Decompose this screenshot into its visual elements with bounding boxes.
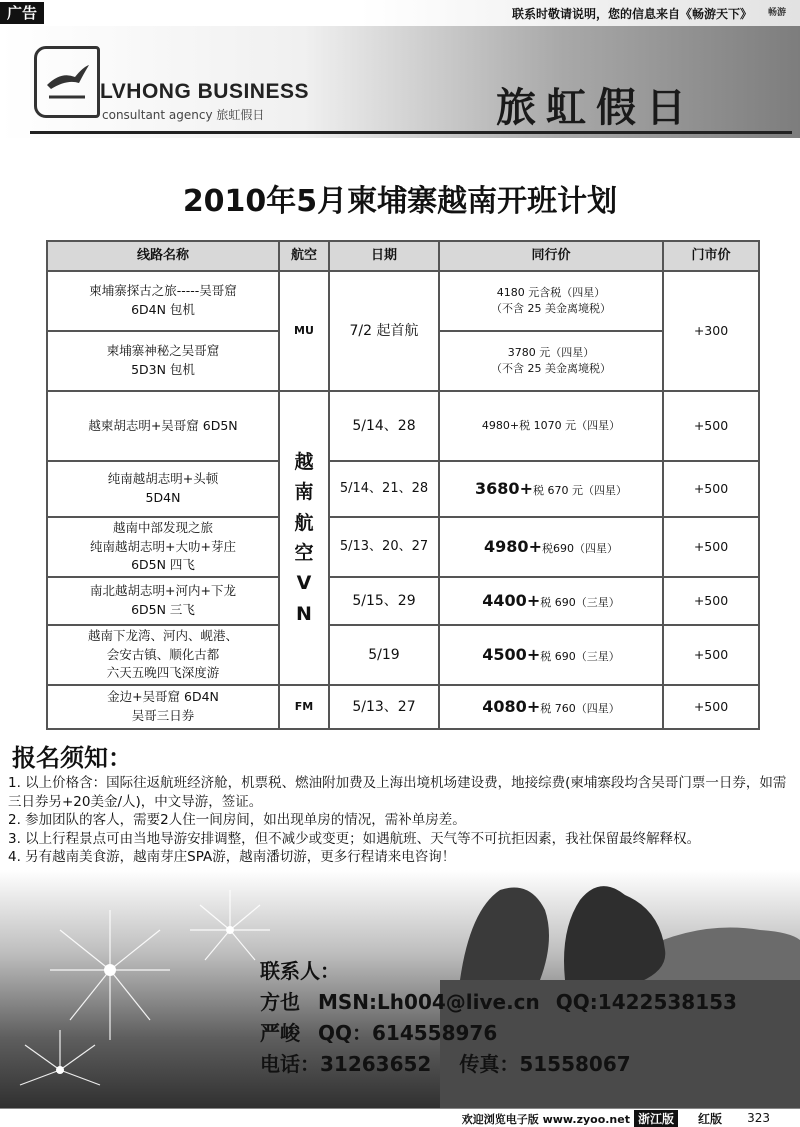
date-cell: 7/2 起首航 bbox=[329, 271, 439, 391]
price-cell bbox=[439, 577, 663, 625]
retail-cell: +300 bbox=[663, 271, 759, 391]
price-base: 4980+ bbox=[484, 537, 542, 556]
price-cell bbox=[439, 625, 663, 685]
table-row bbox=[47, 577, 759, 625]
price-tax: 税690（四星） bbox=[541, 542, 618, 555]
date-cell: 5/14、28 bbox=[329, 391, 439, 461]
route-line: 6D5N 四飞 bbox=[131, 557, 195, 573]
retail-cell: +500 bbox=[663, 461, 759, 517]
contact-person-1 bbox=[260, 987, 737, 1018]
price-tax: 税 760（四星） bbox=[540, 702, 620, 715]
price-tax: 税 690（三星） bbox=[540, 596, 620, 609]
route-cell bbox=[47, 577, 279, 625]
brand-subtitle: consultant agency 旅虹假日 bbox=[102, 108, 265, 122]
date-cell: 5/14、21、28 bbox=[329, 461, 439, 517]
price-base: 4500+ bbox=[482, 645, 541, 664]
source-notice: 联系时敬请说明，您的信息来自《畅游天下》 bbox=[511, 7, 752, 21]
contact-name: 方也 bbox=[260, 990, 300, 1014]
price-tax: 税 670 元（四星） bbox=[532, 484, 627, 497]
route-line: 会安古镇、顺化古都 bbox=[106, 646, 220, 662]
route-line: 越南下龙湾、河内、岘港、 bbox=[87, 627, 238, 643]
price-line: 3780 元（四星） bbox=[507, 345, 595, 359]
qq-number: QQ:1422538153 bbox=[555, 990, 737, 1014]
price-line: 4180 元含税（四星） bbox=[496, 285, 606, 299]
col-route-header: 线路名称 bbox=[47, 241, 279, 271]
route-line: 柬埔寨探古之旅-----吴哥窟 bbox=[89, 283, 237, 299]
route-cell bbox=[47, 461, 279, 517]
route-cell bbox=[47, 517, 279, 577]
note-item: 1. 以上价格含：国际往返航班经济舱，机票税、燃油附加费及上海出境机场建设费，地接综费(柬埔寨段均含吴哥门票一日券，如需三日券另+20美金/人)，中文导游，签证。 bbox=[8, 775, 787, 810]
route-line: 越南中部发现之旅 bbox=[112, 519, 213, 535]
bird-icon bbox=[43, 55, 91, 107]
retail-cell: +500 bbox=[663, 391, 759, 461]
contact-name: 严峻 bbox=[260, 1021, 300, 1045]
col-retail-price-header: 门市价 bbox=[663, 241, 759, 271]
table-header-row bbox=[47, 241, 759, 271]
route-line: 6D4N 包机 bbox=[131, 302, 195, 317]
date-cell: 5/13、20、27 bbox=[329, 517, 439, 577]
retail-cell: +500 bbox=[663, 577, 759, 625]
route-cell bbox=[47, 271, 279, 331]
table-row bbox=[47, 625, 759, 685]
route-line: 5D4N bbox=[145, 490, 181, 505]
contact-phone-fax bbox=[260, 1049, 737, 1080]
airline-cell-vn bbox=[279, 391, 329, 685]
contact-block bbox=[260, 956, 737, 1080]
price-line: （不含 25 美金离境税） bbox=[491, 302, 611, 315]
col-date-header: 日期 bbox=[329, 241, 439, 271]
route-line: 南北越胡志明+河内+下龙 bbox=[90, 583, 236, 599]
route-cell bbox=[47, 331, 279, 391]
msn-address: MSN:Lh004@live.cn bbox=[318, 990, 540, 1014]
price-cell: 4980+税 1070 元（四星） bbox=[439, 391, 663, 461]
date-cell: 5/19 bbox=[329, 625, 439, 685]
contact-heading: 联系人： bbox=[260, 959, 340, 983]
fax-number: 传真：51558067 bbox=[459, 1052, 631, 1076]
page-title: 2010年5月柬埔寨越南开班计划 bbox=[182, 184, 618, 219]
section-label: 红版 bbox=[697, 1112, 722, 1126]
route-line: 6D5N 三飞 bbox=[131, 602, 195, 617]
date-cell: 5/13、27 bbox=[329, 685, 439, 729]
brand-chinese-name: 旅虹假日 bbox=[496, 84, 696, 131]
table-row bbox=[47, 391, 759, 461]
top-strip bbox=[0, 0, 800, 26]
airline-label: 越南航空VN bbox=[294, 450, 314, 625]
price-cell bbox=[439, 517, 663, 577]
price-cell bbox=[439, 461, 663, 517]
date-cell: 5/15、29 bbox=[329, 577, 439, 625]
note-item: 3. 以上行程景点可由当地导游安排调整，但不减少或变更；如遇航班、天气等不可抗拒因素，我社保留最终解释权。 bbox=[8, 830, 701, 847]
table-row bbox=[47, 461, 759, 517]
price-line: （不含 25 美金离境税） bbox=[491, 362, 611, 375]
price-base: 4400+ bbox=[482, 591, 541, 610]
price-cell bbox=[439, 271, 663, 331]
price-cell bbox=[439, 685, 663, 729]
route-line: 纯南越胡志明+头顿 bbox=[107, 471, 219, 487]
price-tax: 税 690（三星） bbox=[540, 650, 620, 663]
table-row bbox=[47, 685, 759, 729]
magazine-logo: 畅游 bbox=[767, 8, 786, 18]
route-cell bbox=[47, 391, 279, 461]
retail-cell: +500 bbox=[663, 517, 759, 577]
retail-cell: +500 bbox=[663, 685, 759, 729]
ad-label: 广告 bbox=[0, 2, 44, 24]
table-row bbox=[47, 271, 759, 331]
retail-cell: +500 bbox=[663, 625, 759, 685]
brand-name: LVHONG BUSINESS bbox=[100, 80, 309, 103]
price-base: 4080+ bbox=[482, 697, 541, 716]
route-line: 吴哥三日券 bbox=[131, 708, 195, 723]
footer-website: 欢迎浏览电子版 www.zyoo.net bbox=[461, 1113, 630, 1126]
table-row bbox=[47, 517, 759, 577]
page-footer bbox=[0, 1108, 800, 1127]
route-line: 金边+吴哥窟 6D4N bbox=[107, 689, 219, 705]
phone-number: 电话：31263652 bbox=[260, 1052, 432, 1076]
airline-cell: FM bbox=[279, 685, 329, 729]
price-base: 3680+ bbox=[475, 479, 533, 498]
notes-title: 报名须知： bbox=[12, 743, 132, 772]
header-banner bbox=[0, 26, 800, 138]
col-trade-price-header: 同行价 bbox=[439, 241, 663, 271]
notes-list bbox=[8, 774, 790, 867]
contact-person-2 bbox=[260, 1018, 737, 1049]
price-table bbox=[46, 240, 760, 730]
note-item: 2. 参加团队的客人，需要2人住一间房间，如出现单房的情况，需补单房差。 bbox=[8, 812, 466, 828]
page-number: 323 bbox=[747, 1111, 770, 1125]
route-line: 六天五晚四飞深度游 bbox=[106, 665, 220, 681]
company-logo bbox=[34, 46, 100, 118]
route-line: 5D3N 包机 bbox=[131, 362, 195, 377]
route-line: 纯南越胡志明+大叻+芽庄 bbox=[90, 538, 236, 554]
qq-number: QQ：614558976 bbox=[318, 1021, 498, 1045]
note-item: 4. 另有越南美食游，越南芽庄SPA游，越南潘切游，更多行程请来电咨询！ bbox=[8, 849, 456, 865]
route-line: 柬埔寨神秘之吴哥窟 bbox=[106, 343, 220, 359]
price-cell bbox=[439, 331, 663, 391]
route-line: 越柬胡志明+吴哥窟 6D5N bbox=[88, 417, 238, 433]
edition-badge: 浙江版 bbox=[634, 1110, 678, 1127]
route-cell bbox=[47, 685, 279, 729]
route-cell bbox=[47, 625, 279, 685]
col-airline-header: 航空 bbox=[279, 241, 329, 271]
airline-cell: MU bbox=[279, 271, 329, 391]
